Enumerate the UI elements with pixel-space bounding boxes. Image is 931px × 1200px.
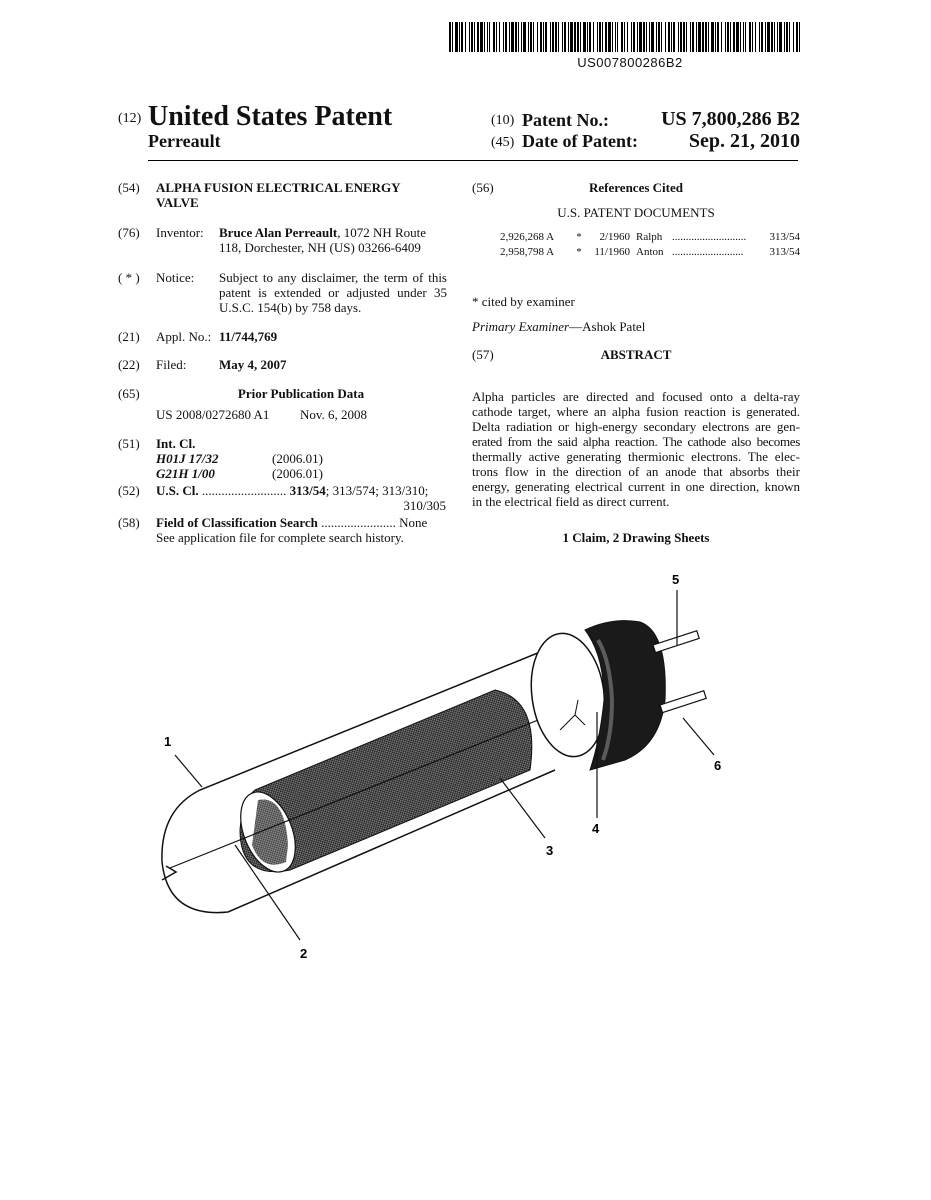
field-note: See application file for complete search history. [156, 530, 404, 545]
abstract-line: erated from the said alpha reaction. The cathode also becomes [472, 434, 800, 449]
label-5: 5 [672, 572, 680, 587]
patent-type-code: (12) [118, 111, 142, 126]
title-line-1: ALPHA FUSION ELECTRICAL ENERGY [156, 180, 401, 195]
reference-date: 11/1960 [594, 246, 630, 258]
label-6: 6 [714, 758, 722, 773]
filed-date: May 4, 2007 [219, 357, 287, 372]
reference-number: 2,958,798 A [500, 246, 555, 258]
cited-note: * cited by examiner [472, 294, 575, 309]
notice-code: ( * ) [118, 270, 140, 285]
intcl-class-1: H01J 17/32 [156, 451, 219, 466]
field-label: Field of Classification Search [156, 515, 318, 530]
reference-star: * [576, 246, 582, 258]
abstract-line: energy, generating electrical current in one direction, known [472, 479, 800, 494]
prior-date: Nov. 6, 2008 [300, 407, 368, 422]
reference-class: 313/54 [769, 246, 800, 258]
refs-subtitle: U.S. PATENT DOCUMENTS [557, 205, 715, 220]
prior-code: (65) [118, 386, 140, 401]
refs-title: References Cited [589, 180, 683, 195]
reference-dots: ........................... [672, 231, 747, 243]
examiner-label: Primary Examiner [472, 319, 570, 334]
inventor-name: Bruce Alan Perreault [219, 225, 338, 240]
pin-upper [653, 631, 699, 653]
prior-title: Prior Publication Data [237, 386, 365, 401]
title-line-2: VALVE [156, 195, 199, 210]
reference-date: 2/1960 [599, 231, 630, 243]
central-wire [170, 700, 588, 868]
field-line [156, 515, 427, 530]
reference-class: 313/54 [769, 231, 800, 243]
patent-number: US 7,800,286 B2 [661, 108, 800, 130]
intcl-year-2: (2006.01) [272, 466, 323, 481]
uscl-code: (52) [118, 483, 140, 498]
intcl-class-2: G21H 1/00 [156, 466, 215, 481]
inventor-address-2: 118, Dorchester, NH (US) 03266-6409 [219, 240, 421, 255]
reference-row [500, 245, 800, 260]
uscl-dots: .......................... [201, 483, 287, 498]
patent-no-code: (10) [491, 113, 515, 128]
inventor-label: Inventor: [156, 225, 204, 240]
reference-star: * [576, 231, 582, 243]
abstract-line: Alpha particles are directed and focused onto a delta-ray [472, 389, 800, 404]
header-inventor: Perreault [148, 131, 221, 151]
examiner-line [472, 319, 645, 334]
notice-label: Notice: [156, 270, 195, 285]
patent-type-title: United States Patent [148, 101, 393, 132]
reference-number: 2,926,268 A [500, 231, 555, 243]
inventor-code: (76) [118, 225, 140, 240]
appl-code: (21) [118, 329, 140, 344]
refs-code: (56) [472, 180, 494, 195]
uscl-label: U.S. Cl. [156, 483, 199, 498]
uscl-main: 313/54 [289, 483, 326, 498]
label-1: 1 [164, 734, 172, 749]
field-dots: ....................... [321, 515, 396, 530]
barcode-number: US007800286B2 [577, 55, 683, 70]
date-code: (45) [491, 135, 515, 150]
patent-date: Sep. 21, 2010 [688, 130, 800, 152]
reference-row [500, 230, 800, 245]
abstract-line: cathode target, where an alpha fusion reaction is generated. [472, 404, 800, 419]
notice-line-2: patent is extended or adjusted under 35 [219, 285, 447, 300]
abstract-line: Delta radiation or high-energy secondary electrons are gen- [472, 419, 800, 434]
label-2: 2 [300, 946, 308, 961]
intcl-label: Int. Cl. [156, 436, 196, 451]
leader-3 [500, 778, 545, 838]
abstract-title: ABSTRACT [600, 347, 672, 362]
reference-name: Ralph [636, 231, 663, 243]
abstract-code: (57) [472, 347, 494, 362]
date-label: Date of Patent: [522, 131, 638, 151]
uscl-rest: ; 313/574; 313/310; [325, 483, 429, 498]
references-list [500, 230, 800, 260]
barcode [449, 22, 800, 52]
header-divider [148, 160, 798, 161]
filed-code: (22) [118, 357, 140, 372]
abstract-line: thermally active generating thermionic electrons. The elec- [472, 449, 800, 464]
patent-no-label: Patent No.: [522, 110, 609, 130]
intcl-year-1: (2006.01) [272, 451, 323, 466]
appl-label: Appl. No.: [156, 329, 212, 344]
claims-summary: 1 Claim, 2 Drawing Sheets [562, 530, 710, 545]
appl-number: 11/744,769 [219, 329, 278, 344]
pin-lower [660, 691, 706, 713]
examiner-name: —Ashok Patel [569, 319, 646, 334]
abstract-line: in the electrical field as direct current. [472, 494, 670, 509]
label-3: 3 [546, 843, 554, 858]
patent-drawing [140, 565, 760, 965]
reference-dots: .......................... [672, 246, 744, 258]
reference-name: Anton [636, 246, 664, 258]
label-4: 4 [592, 821, 600, 836]
filed-label: Filed: [156, 357, 187, 372]
leader-1 [175, 755, 202, 787]
notice-line-3: U.S.C. 154(b) by 758 days. [219, 300, 362, 315]
abstract-line: trons flow in the direction of an anode that absorbs their [472, 464, 800, 479]
leader-6 [683, 718, 714, 755]
intcl-code: (51) [118, 436, 140, 451]
notice-line-1: Subject to any disclaimer, the term of this [219, 270, 447, 285]
inventor-line-1 [219, 225, 449, 240]
field-value: None [399, 515, 428, 530]
uscl-rest-2: 310/305 [403, 498, 446, 513]
uscl-line [156, 483, 428, 498]
prior-publication: US 2008/0272680 A1 [156, 407, 270, 422]
abstract-body [472, 389, 800, 509]
field-code: (58) [118, 515, 140, 530]
title-code: (54) [118, 180, 140, 195]
inventor-address-1: , 1072 NH Route [337, 225, 427, 240]
